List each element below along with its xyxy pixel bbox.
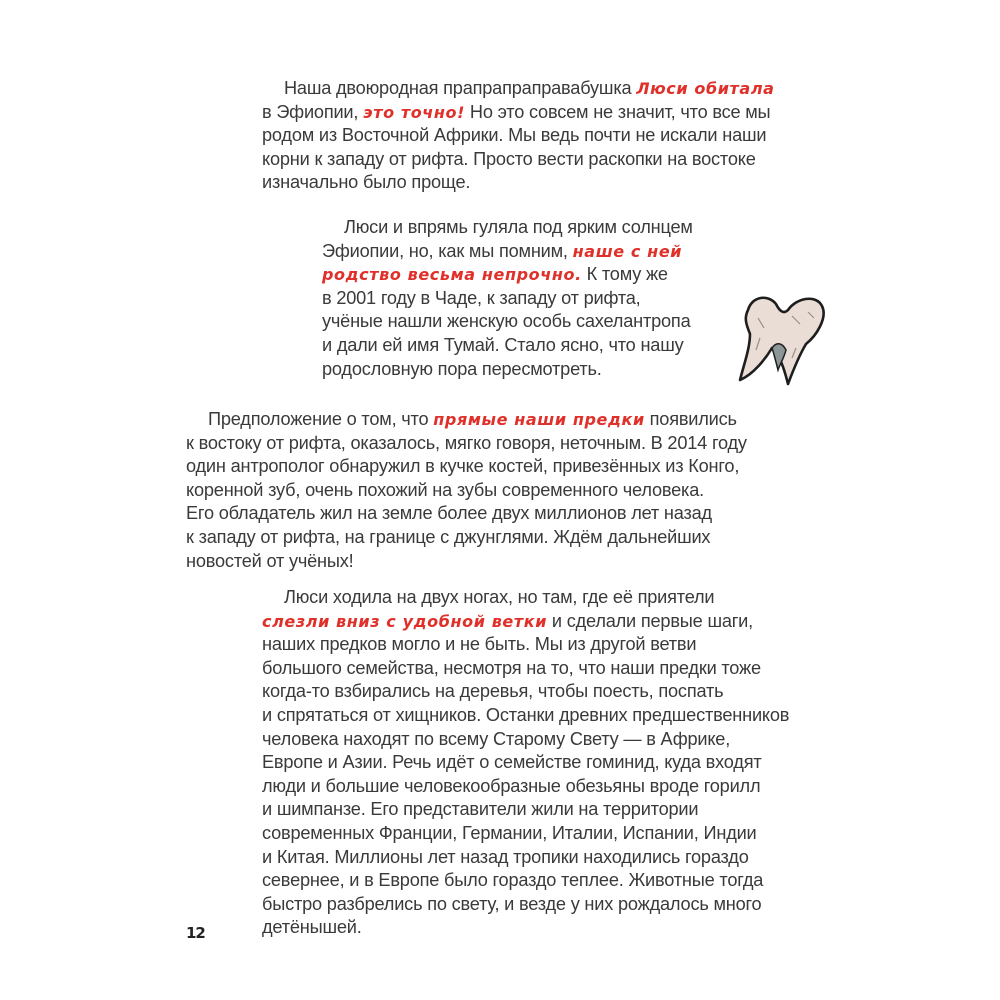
text-line	[262, 586, 789, 610]
text-segment: Наша двоюродная прапрапраправабушка	[284, 78, 637, 98]
text-segment: родом из Восточной Африки. Мы ведь почти не искали наши	[262, 125, 767, 146]
highlighted-phrase: прямые наши предки	[433, 410, 645, 429]
text-line	[262, 633, 789, 657]
text-segment: учёные нашли женскую особь сахелантропа	[322, 311, 691, 332]
paragraph-hominids	[262, 586, 789, 940]
text-line	[186, 479, 747, 503]
text-segment: изначально было проще.	[262, 172, 471, 193]
text-segment: человека находят по всему Старому Свету — в Африке,	[262, 728, 731, 749]
highlighted-phrase: наше с ней	[572, 241, 683, 261]
text-line	[186, 526, 747, 550]
text-line	[322, 358, 693, 382]
highlighted-phrase: родство весьма непрочно.	[322, 265, 582, 285]
text-segment: Но это совсем не значит, что все мы	[465, 101, 771, 122]
text-line	[262, 869, 789, 893]
text-segment: и спрятаться от хищников. Останки древних предшественников	[262, 704, 790, 725]
text-segment: появились	[644, 409, 737, 429]
text-line	[262, 148, 775, 172]
text-line	[322, 310, 693, 334]
text-line	[262, 846, 789, 870]
text-line	[262, 704, 789, 728]
text-segment: новостей от учёных!	[186, 550, 354, 571]
text-segment: большого семейства, несмотря на то, что наши предки тоже	[262, 657, 761, 678]
text-segment: Люси ходила на двух ногах, но там, где её приятели	[284, 587, 715, 607]
text-segment: быстро разбрелись по свету, и везде у них рождалось много	[262, 893, 762, 914]
text-line	[262, 916, 789, 940]
text-segment: люди и большие человекообразные обезьяны вроде горилл	[262, 775, 761, 796]
text-line	[262, 822, 789, 846]
text-line	[186, 502, 747, 526]
text-segment: севернее, и в Европе было гораздо теплее. Животные тогда	[262, 870, 764, 891]
text-segment: в Эфиопии,	[262, 101, 364, 122]
text-segment: и дали ей имя Тумай. Стало ясно, что нашу	[322, 334, 684, 355]
text-line	[322, 216, 693, 240]
highlighted-phrase: слезли вниз с удобной ветки	[262, 611, 548, 631]
text-segment: и шимпанзе. Его представители жили на территории	[262, 799, 699, 820]
text-segment: родословную пора пересмотреть.	[322, 358, 602, 379]
text-line	[262, 610, 789, 634]
text-segment: Предположение о том, что	[208, 409, 434, 429]
text-line	[262, 77, 775, 101]
molar-tooth-icon	[730, 288, 835, 388]
text-line	[262, 657, 789, 681]
text-line	[186, 455, 747, 479]
text-segment: когда-то взбирались на деревья, чтобы поесть, поспать	[262, 681, 724, 702]
text-segment: наших предков могло и не быть. Мы из другой ветви	[262, 634, 697, 655]
text-segment: Его обладатель жил на земле более двух миллионов лет назад	[186, 503, 712, 524]
text-line	[262, 775, 789, 799]
text-line	[262, 751, 789, 775]
text-segment: и Китая. Миллионы лет назад тропики находились гораздо	[262, 846, 749, 867]
text-segment: Люси и впрямь гуляла под ярким солнцем	[344, 217, 693, 237]
text-line	[322, 334, 693, 358]
text-line	[186, 550, 747, 574]
text-line	[186, 432, 747, 456]
text-line	[262, 798, 789, 822]
text-segment: и сделали первые шаги,	[547, 610, 753, 631]
page-number: 12	[186, 924, 205, 942]
text-segment: в 2001 году в Чаде, к западу от рифта,	[322, 287, 641, 308]
text-segment: к западу от рифта, на границе с джунглями. Ждём дальнейших	[186, 526, 711, 547]
text-line	[322, 240, 693, 264]
paragraph-lucy-ethiopia	[262, 77, 775, 195]
text-segment: корни к западу от рифта. Просто вести раскопки на востоке	[262, 148, 756, 169]
text-line	[322, 287, 693, 311]
text-line	[186, 408, 747, 432]
text-segment: современных Франции, Германии, Италии, Испании, Индии	[262, 822, 757, 843]
text-segment: к востоку от рифта, оказалось, мягко говоря, неточным. В 2014 году	[186, 432, 747, 453]
text-segment: К тому же	[581, 264, 668, 285]
highlighted-phrase: это точно!	[363, 102, 466, 122]
text-segment: Эфиопии, но, как мы помним,	[322, 240, 573, 261]
text-line	[262, 680, 789, 704]
text-line	[322, 263, 693, 287]
text-segment: один антрополог обнаружил в кучке костей, привезённых из Конго,	[186, 456, 740, 477]
paragraph-ancestors-east	[186, 408, 747, 573]
highlighted-phrase: Люси обитала	[636, 79, 775, 98]
text-segment: коренной зуб, очень похожий на зубы современного человека.	[186, 479, 704, 500]
text-segment: детёнышей.	[262, 917, 362, 938]
text-line	[262, 101, 775, 125]
paragraph-lucy-relation	[322, 216, 693, 381]
text-line	[262, 124, 775, 148]
text-line	[262, 171, 775, 195]
text-line	[262, 728, 789, 752]
text-segment: Европе и Азии. Речь идёт о семействе гоминид, куда входят	[262, 752, 762, 773]
text-line	[262, 893, 789, 917]
